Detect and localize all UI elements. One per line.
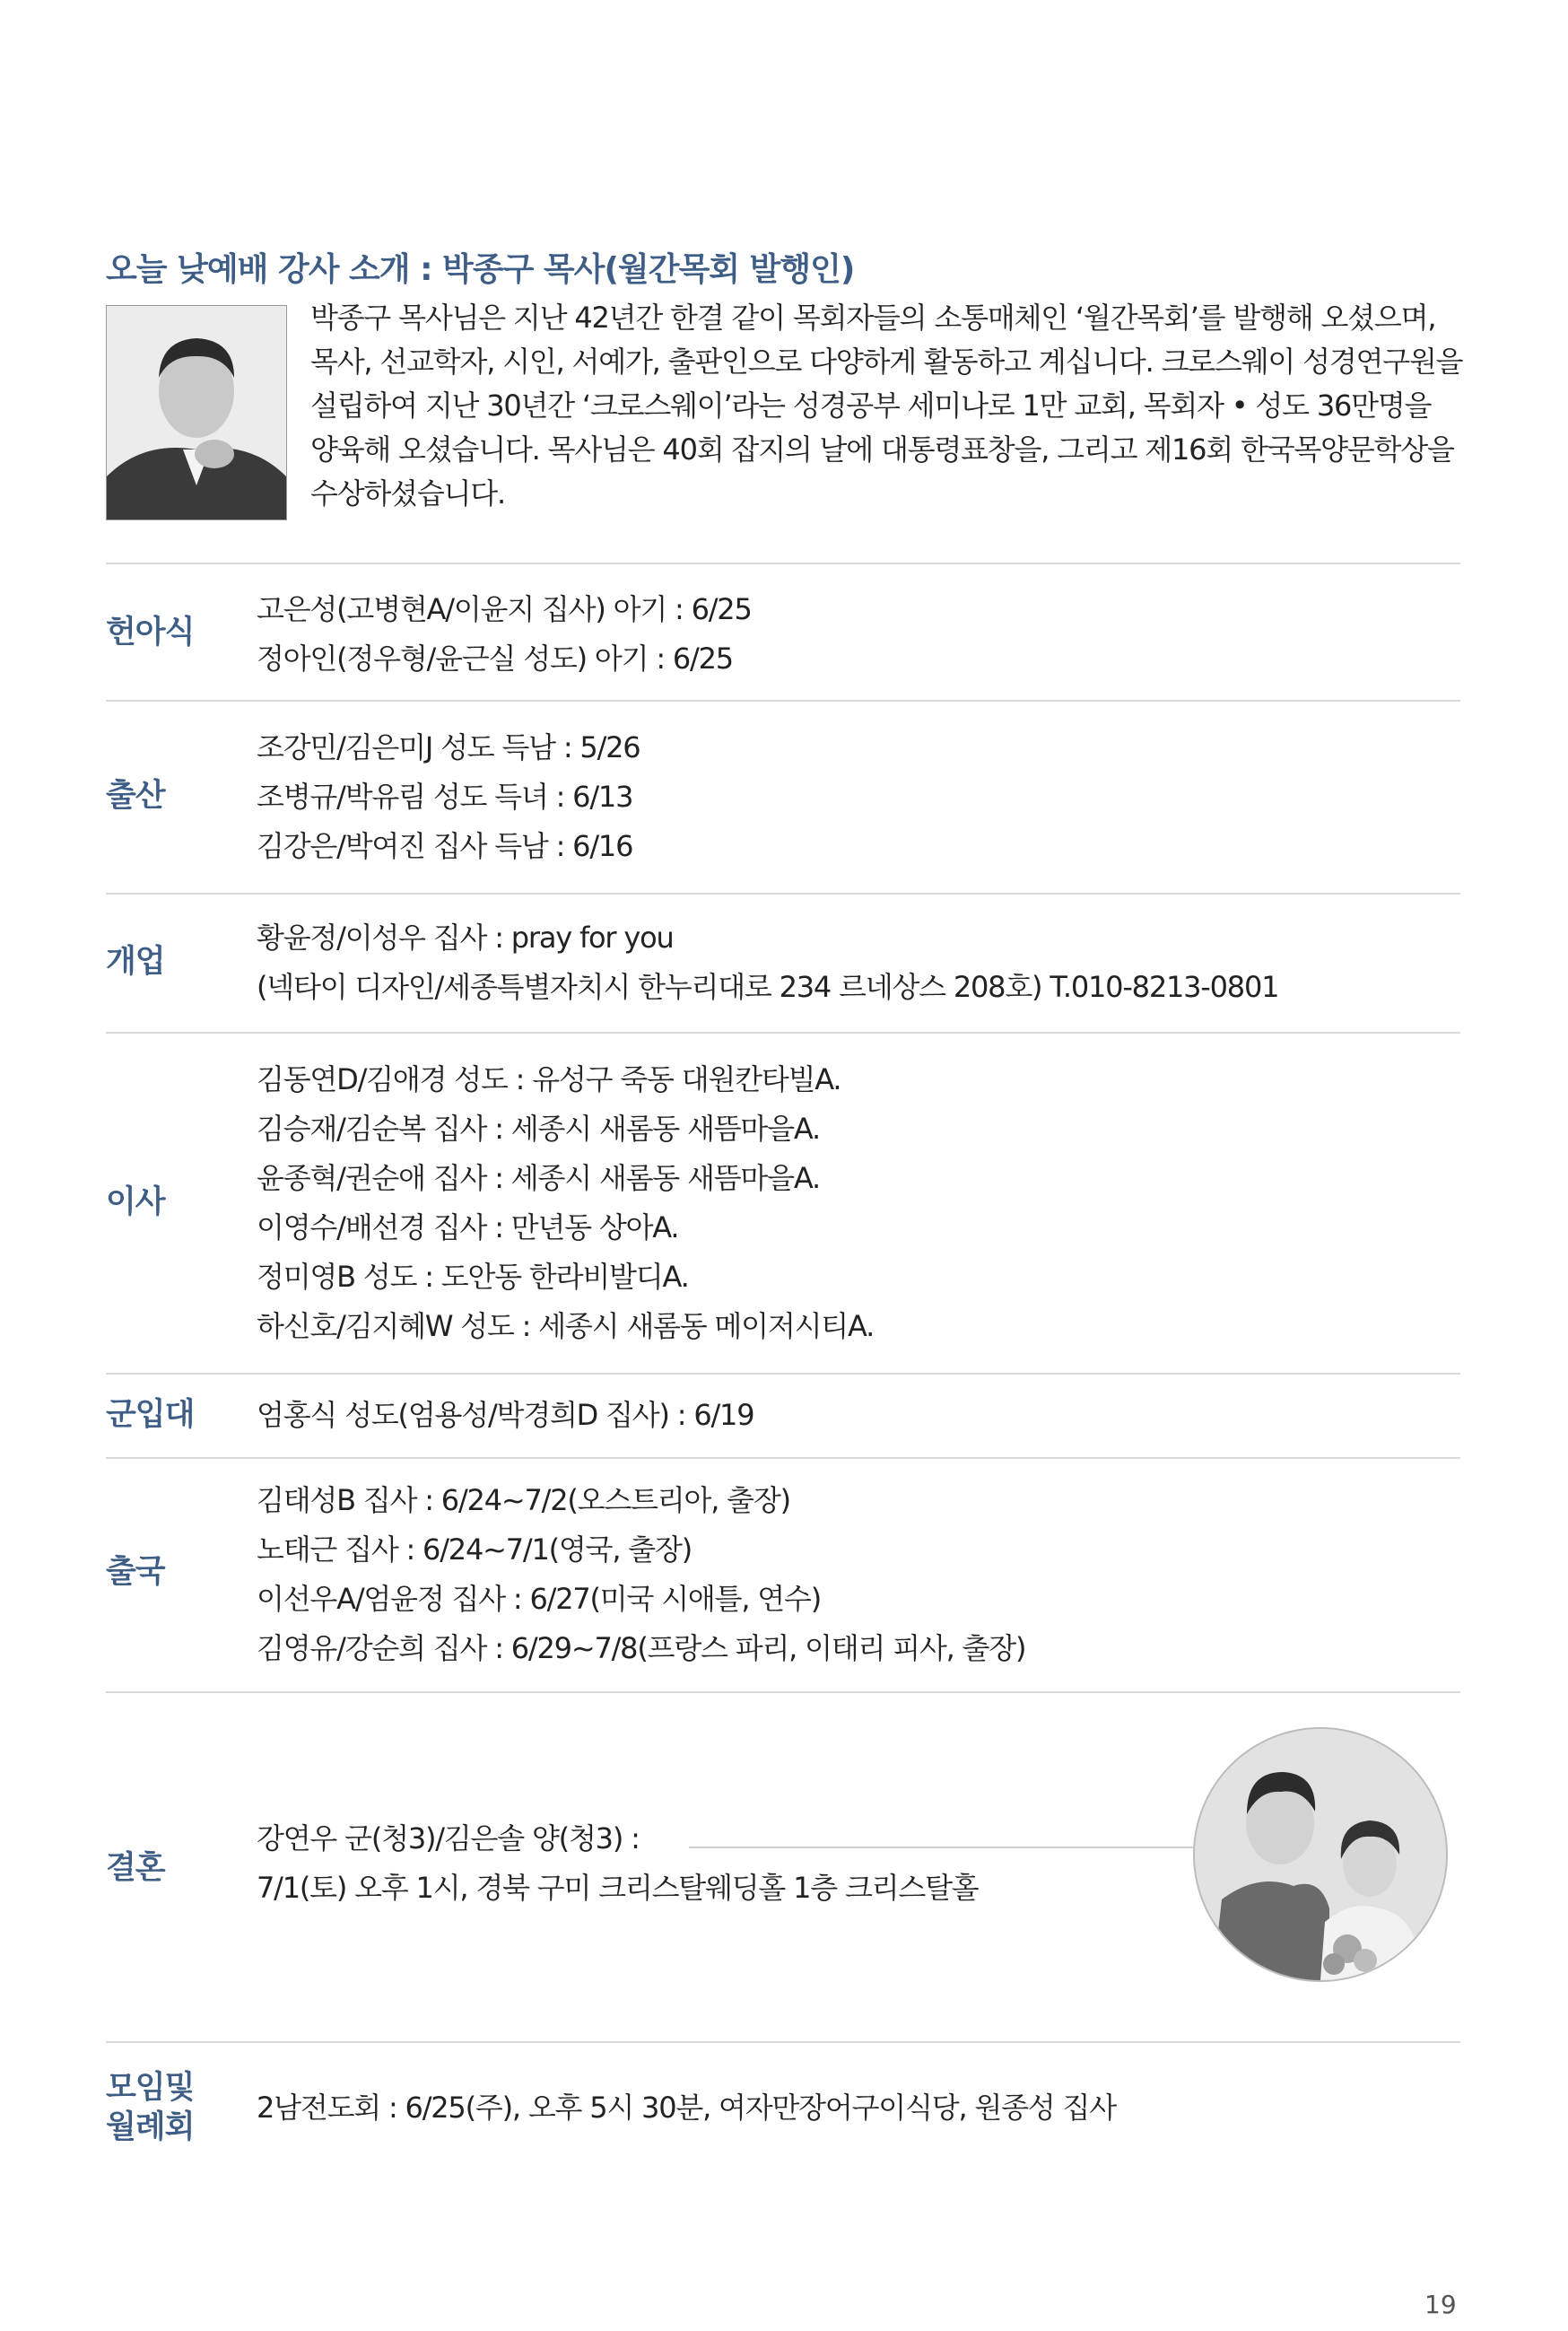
entry-line: 정미영B 성도 : 도안동 한라비발디A. (257, 1260, 689, 1294)
section-label-opening: 개업 (106, 944, 165, 980)
intro-line: 수상하셨습니다. (310, 476, 505, 511)
section-body-departure (257, 1476, 1243, 1673)
divider (106, 1457, 1460, 1459)
section-label-departure: 출국 (106, 1554, 165, 1590)
section-body-military (257, 1391, 1243, 1440)
intro-title: 오늘 낮예배 강사 소개 : 박종구 목사(월간목회 발행인) (106, 251, 855, 288)
entry-line: 조병규/박유림 성도 득녀 : 6/13 (257, 780, 633, 814)
section-label-moving: 이사 (106, 1184, 165, 1220)
entry-line: 김승재/김순복 집사 : 세종시 새롬동 새뜸마을A. (257, 1112, 820, 1146)
entry-line: 김동연D/김애경 성도 : 유성구 죽동 대원칸타빌A. (257, 1062, 841, 1096)
section-body-dedication (257, 585, 1243, 684)
section-body-opening (257, 913, 1279, 1012)
entry-line: 이선우A/엄윤정 집사 : 6/27(미국 시애틀, 연수) (257, 1582, 821, 1616)
entry-line: 엄홍식 성도(엄용성/박경희D 집사) : 6/19 (257, 1398, 754, 1432)
wedding-leader-line (689, 1846, 1200, 1848)
entry-line: 황윤정/이성우 집사 : pray for you (257, 921, 674, 955)
intro-line: 양육해 오셨습니다. 목사님은 40회 잡지의 날에 대통령표창을, 그리고 제16회 한국목양문학상을 (310, 432, 1454, 467)
entry-line: 하신호/김지혜W 성도 : 세종시 새롬동 메이저시티A. (257, 1309, 875, 1343)
entry-line: 2남전도회 : 6/25(주), 오후 5시 30분, 여자만장어구이식당, 원종성 집사 (257, 2091, 1116, 2125)
entry-line: 이영수/배선경 집사 : 만년동 상아A. (257, 1210, 679, 1244)
section-label-birth: 출산 (106, 778, 165, 814)
speaker-portrait-image (107, 306, 286, 519)
entry-line: 7/1(토) 오후 1시, 경북 구미 크리스탈웨딩홀 1층 크리스탈홀 (257, 1871, 979, 1905)
section-body-wedding (257, 1814, 1189, 1913)
divider (106, 700, 1460, 702)
intro-paragraph (310, 296, 1468, 516)
wedding-photo (1193, 1727, 1448, 1982)
entry-line: 김영유/강순희 집사 : 6/29~7/8(프랑스 파리, 이태리 피사, 출장) (257, 1631, 1026, 1665)
entry-line: 윤종혁/권순애 집사 : 세종시 새롬동 새뜸마을A. (257, 1161, 820, 1195)
intro-line: 설립하여 지난 30년간 ‘크로스웨이’라는 성경공부 세미나로 1만 교회, 목회자 • 성도 36만명을 (310, 388, 1432, 423)
section-label-military: 군입대 (106, 1397, 195, 1433)
section-label-dedication: 헌아식 (106, 615, 195, 650)
section-body-moving (257, 1055, 1243, 1351)
entry-line: 정아인(정우형/윤근실 성도) 아기 : 6/25 (257, 642, 733, 676)
section-body-meetings (257, 2083, 1243, 2133)
page-number: 19 (1424, 2290, 1457, 2319)
entry-line: 고은성(고병현A/이윤지 집사) 아기 : 6/25 (257, 592, 752, 626)
entry-line: 강연우 군(청3)/김은솔 양(청3) : (257, 1821, 640, 1855)
speaker-photo (106, 305, 287, 520)
divider (106, 893, 1460, 895)
divider (106, 1373, 1460, 1375)
intro-line: 목사, 선교학자, 시인, 서예가, 출판인으로 다양하게 활동하고 계십니다. 크로스웨이 성경연구원을 (310, 345, 1463, 379)
section-label-line: 월례회 (106, 2109, 195, 2145)
entry-line: 노태근 집사 : 6/24~7/1(영국, 출장) (257, 1532, 692, 1567)
divider (106, 2041, 1460, 2043)
entry-line: 김강은/박여진 집사 득남 : 6/16 (257, 829, 633, 863)
entry-line: 김태성B 집사 : 6/24~7/2(오스트리아, 출장) (257, 1483, 790, 1517)
divider (106, 563, 1460, 564)
divider (106, 1032, 1460, 1034)
section-label-wedding: 결혼 (106, 1850, 165, 1886)
entry-line: 조강민/김은미J 성도 득남 : 5/26 (257, 730, 640, 764)
entry-line: (넥타이 디자인/세종특별자치시 한누리대로 234 르네상스 208호) T.010-8213-0801 (257, 970, 1279, 1004)
wedding-couple-image (1195, 1729, 1446, 1980)
divider (106, 1691, 1460, 1693)
intro-line: 박종구 목사님은 지난 42년간 한결 같이 목회자들의 소통매체인 ‘월간목회’를 발행해 오셨으며, (310, 301, 1436, 335)
section-body-birth (257, 723, 1243, 871)
section-label-meetings (106, 2068, 222, 2147)
section-label-line: 모임및 (106, 2070, 195, 2106)
